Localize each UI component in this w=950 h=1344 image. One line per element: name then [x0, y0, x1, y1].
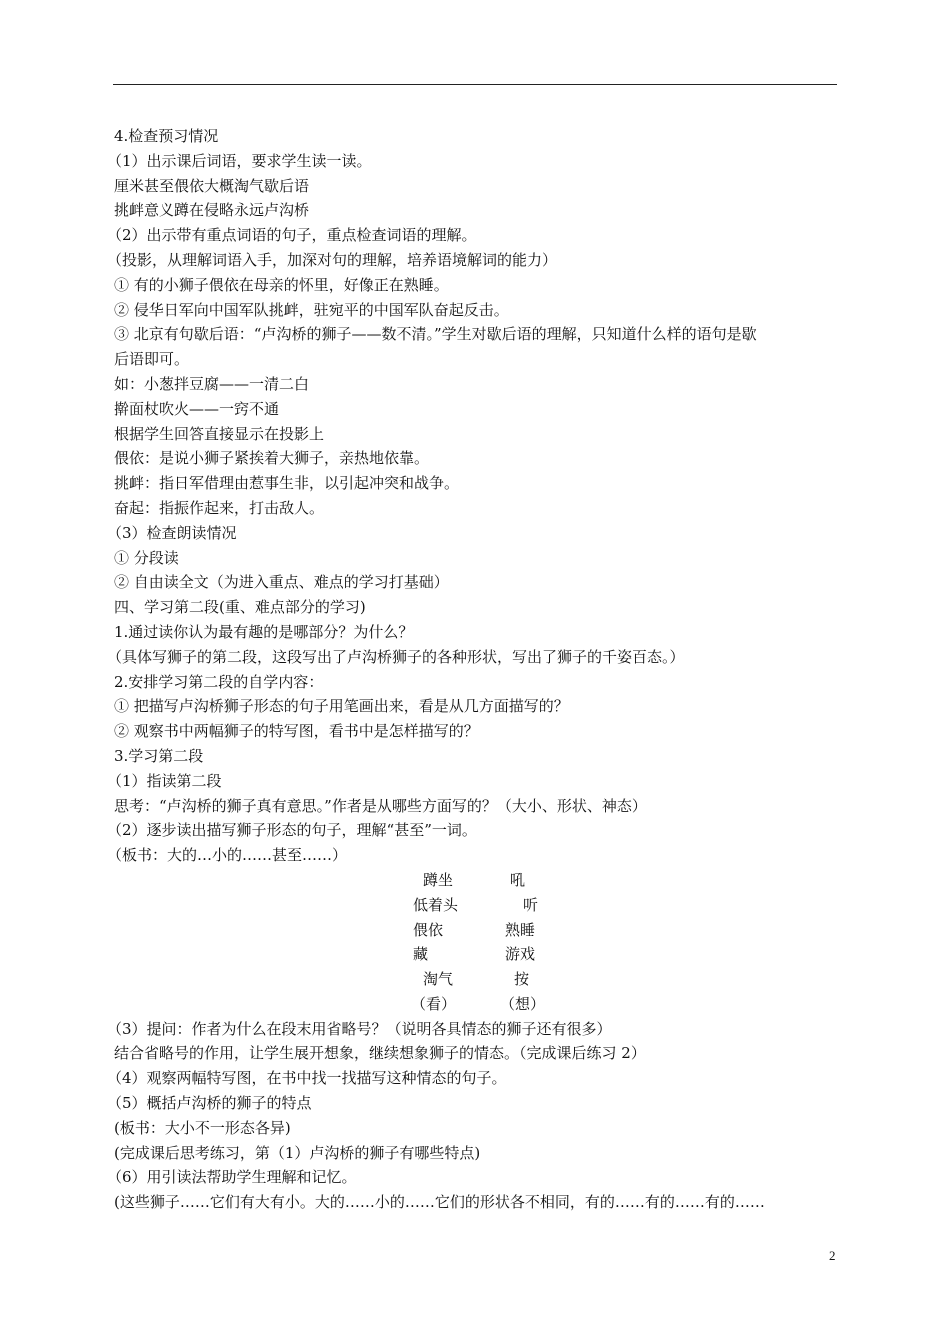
text-line: ② 自由读全文（为进入重点、难点的学习打基础）	[114, 573, 449, 592]
text-line: ① 把描写卢沟桥狮子形态的句子用笔画出来，看是从几方面描写的？	[114, 697, 569, 716]
text-line: ③ 北京有句歇后语：“卢沟桥的狮子——数不清。”学生对歇后语的理解，只知道什么样的语句是歇	[114, 325, 757, 344]
text-line: (这些狮子……它们有大有小。大的……小的……它们的形状各不相同，有的……有的……有的……	[114, 1193, 765, 1212]
board-right-term: 按	[514, 970, 530, 989]
text-line: 结合省略号的作用，让学生展开想象，继续想象狮子的情态。（完成课后练习 2）	[114, 1044, 646, 1063]
text-line: （3）提问：作者为什么在段末用省略号？（说明各具情态的狮子还有很多）	[107, 1019, 612, 1038]
text-line: 思考：“卢沟桥的狮子真有意思。”作者是从哪些方面写的？（大小、形状、神态）	[114, 796, 647, 815]
text-line: 2.安排学习第二段的自学内容：	[114, 672, 324, 691]
board-row	[114, 967, 838, 992]
board-row	[114, 868, 838, 893]
board-row	[114, 918, 838, 943]
board-row	[114, 992, 838, 1017]
text-line: 奋起：指振作起来，打击敌人。	[114, 498, 325, 517]
text-line: (板书：大小不一形态各异)	[114, 1118, 291, 1137]
text-line: 挑衅意义蹲在侵略永远卢沟桥	[114, 201, 310, 220]
text-line: 偎依：是说小狮子紧挨着大狮子，亲热地依靠。	[114, 449, 430, 468]
text-line: 后语即可。	[114, 350, 190, 369]
text-line: 四、学习第二段(重、难点部分的学习)	[114, 598, 366, 617]
page-number: 2	[829, 1248, 836, 1263]
header-rule	[113, 84, 837, 85]
board-right-term: 游戏	[505, 945, 536, 964]
board-right-term: （想）	[500, 994, 546, 1013]
text-line: 厘米甚至偎依大概淘气歇后语	[114, 176, 310, 195]
text-line: 挑衅：指日军借理由惹事生非，以引起冲突和战争。	[114, 474, 460, 493]
text-line: （1）出示课后词语，要求学生读一读。	[107, 151, 372, 170]
board-right-term: 吼	[510, 870, 526, 889]
text-line: （投影，从理解词语入手，加深对句的理解，培养语境解词的能力）	[107, 250, 558, 269]
text-line: 3.学习第二段	[114, 746, 204, 765]
board-row	[114, 942, 838, 967]
board-row	[114, 893, 838, 918]
text-line: （6）用引读法帮助学生理解和记忆。	[107, 1168, 357, 1187]
text-line: ① 分段读	[114, 548, 179, 567]
board-left-term: 淘气	[423, 970, 454, 989]
text-line: （具体写狮子的第二段，这段写出了卢沟桥狮子的各种形状，写出了狮子的千姿百态。）	[107, 647, 685, 666]
board-right-term: 熟睡	[505, 920, 536, 939]
text-line: ② 观察书中两幅狮子的特写图，看书中是怎样描写的？	[114, 722, 479, 741]
board-right-term: 听	[523, 895, 539, 914]
board-left-term: 低着头	[413, 895, 459, 914]
text-line: (完成课后思考练习，第（1）卢沟桥的狮子有哪些特点)	[114, 1143, 481, 1162]
text-line: ① 有的小狮子偎依在母亲的怀里，好像正在熟睡。	[114, 275, 449, 294]
text-line: （2）出示带有重点词语的句子，重点检查词语的理解。	[107, 226, 477, 245]
text-line: （2）逐步读出描写狮子形态的句子，理解“甚至”一词。	[107, 821, 477, 840]
text-line: 1.通过读你认为最有趣的是哪部分？为什么？	[114, 622, 414, 641]
text-line: 4.检查预习情况	[114, 127, 219, 145]
text-line: ② 侵华日军向中国军队挑衅，驻宛平的中国军队奋起反击。	[114, 300, 509, 319]
board-left-term: （看）	[411, 994, 457, 1013]
text-line: （3）检查朗读情况	[107, 523, 237, 542]
text-line: （4）观察两幅特写图，在书中找一找描写这种情态的句子。	[107, 1069, 507, 1088]
board-left-term: 偎依	[413, 920, 444, 939]
text-line: 如：小葱拌豆腐——一清二白	[114, 374, 310, 393]
text-line: （1）指读第二段	[107, 771, 222, 790]
text-line: （板书：大的…小的……甚至……）	[107, 846, 348, 865]
board-left-term: 蹲坐	[423, 870, 454, 889]
board-left-term: 藏	[413, 945, 429, 964]
text-line: 擀面杖吹火——一窍不通	[114, 399, 280, 418]
text-line: 根据学生回答直接显示在投影上	[114, 424, 325, 443]
board-writing	[114, 868, 838, 1017]
text-line: （5）概括卢沟桥的狮子的特点	[107, 1094, 312, 1113]
document-body	[107, 124, 838, 1215]
